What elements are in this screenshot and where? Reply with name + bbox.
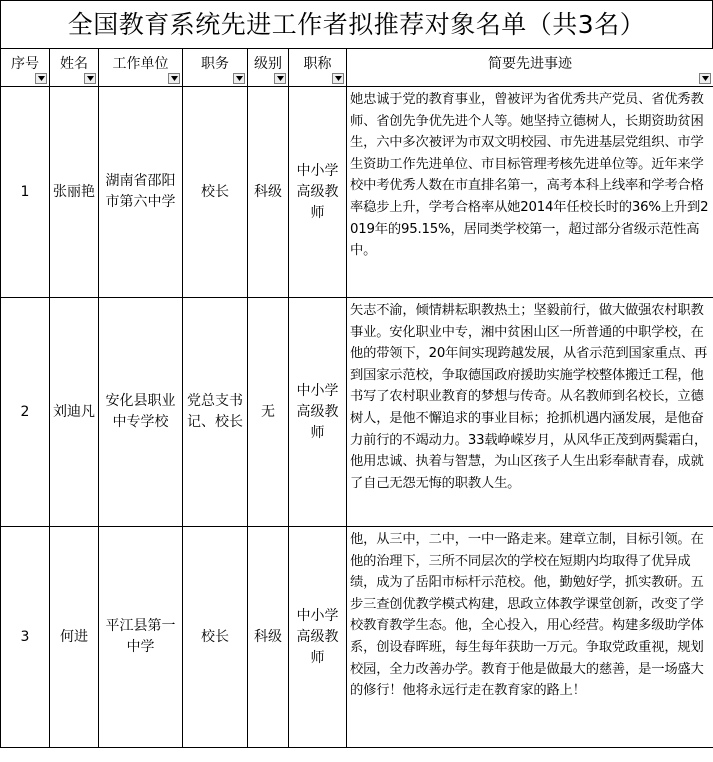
cell-deeds[interactable]: 矢志不渝，倾情耕耘职教热土；坚毅前行，做大做强农村职教事业。安化职业中专，湘中贫困山区一所普通的中职学校，在他的带领下，20年间实现跨越发展，从省示范到国家重点、再到国家示范校，争取德国政府援助实施学校整体搬迁工程，他书写了农村职业教育的梦想与传奇。从名教师到名校长，立德树人，是他不懈追求的事业目标；抢抓机遇内涵发展，是他奋力前行的不竭动力。33载峥嵘岁月，从风华正茂到两鬓霜白，他用忠诚、执着与智慧，为山区孩子人生出彩奉献青春，成就了自己无怨无悔的职教人生。 [347, 298, 713, 527]
filter-dropdown-button[interactable] [274, 73, 286, 84]
column-label: 序号 [11, 56, 39, 72]
chevron-down-icon [277, 76, 284, 81]
column-label: 简要先进事迹 [488, 56, 572, 72]
cell-name[interactable]: 刘迪凡 [50, 298, 99, 527]
cell-deeds[interactable]: 她忠诚于党的教育事业，曾被评为省优秀共产党员、省优秀教师、省创先争优先进个人等。她坚持立德树人，长期资助贫困生，六中多次被评为市双文明校园、市先进基层党组织、市学生资助工作先进单位、市目标管理考核先进单位等。近年来学校中考优秀人数在市直排名第一，高考本科上线率和学考合格率稳步上升，学考合格率从她2014年任校长时的36%上升到2019年的95.15%，居同类学校第一，超过部分省级示范性高中。 [347, 87, 713, 298]
cell-index[interactable]: 2 [1, 298, 50, 527]
cell-level[interactable]: 科级 [248, 87, 289, 298]
cell-unit[interactable]: 湖南省邵阳市第六中学 [99, 87, 183, 298]
column-header-deeds [347, 49, 713, 87]
column-label: 级别 [254, 56, 282, 72]
column-header-name [50, 49, 99, 87]
cell-title[interactable]: 中小学高级教师 [289, 298, 347, 527]
table-row [1, 298, 713, 527]
cell-position[interactable]: 校长 [183, 87, 248, 298]
filter-dropdown-button[interactable] [332, 73, 344, 84]
cell-position[interactable]: 校长 [183, 527, 248, 748]
cell-title[interactable]: 中小学高级教师 [289, 87, 347, 298]
chevron-down-icon [171, 76, 178, 81]
filter-dropdown-button[interactable] [35, 73, 47, 84]
cell-title[interactable]: 中小学高级教师 [289, 527, 347, 748]
document-title: 全国教育系统先进工作者拟推荐对象名单（共3名） [0, 0, 713, 48]
cell-unit[interactable]: 安化县职业中专学校 [99, 298, 183, 527]
header-row [1, 49, 713, 87]
cell-level[interactable]: 科级 [248, 527, 289, 748]
column-header-unit [99, 49, 183, 87]
cell-unit[interactable]: 平江县第一中学 [99, 527, 183, 748]
filter-dropdown-button[interactable] [233, 73, 245, 84]
cell-deeds[interactable]: 他，从三中，二中，一中一路走来。建章立制，目标引领。在他的治理下，三所不同层次的学校在短期内均取得了优异成绩，成为了岳阳市标杆示范校。他，勤勉好学，抓实教研。五步三查创优教学模式构建，思政立体教学课堂创新，改变了学校教育教学生态。他，全心投入，用心经营。构建多级助学体系，创设春晖班，每生每年获助一万元。争取党政重视，规划校园，全力改善办学。教育于他是做最大的慈善，是一场盛大的修行！他将永远行走在教育家的路上！ [347, 527, 713, 748]
filter-dropdown-button[interactable] [168, 73, 180, 84]
filter-dropdown-button[interactable] [84, 73, 96, 84]
chevron-down-icon [335, 76, 342, 81]
cell-index[interactable]: 3 [1, 527, 50, 748]
chevron-down-icon [702, 76, 709, 81]
cell-position[interactable]: 党总支书记、校长 [183, 298, 248, 527]
column-header-index [1, 49, 50, 87]
column-label: 职称 [303, 56, 332, 72]
cell-name[interactable]: 张丽艳 [50, 87, 99, 298]
chevron-down-icon [38, 76, 45, 81]
column-label: 工作单位 [112, 56, 169, 72]
cell-index[interactable]: 1 [1, 87, 50, 298]
column-header-level [248, 49, 289, 87]
cell-level[interactable]: 无 [248, 298, 289, 527]
chevron-down-icon [87, 76, 94, 81]
table-row [1, 527, 713, 748]
table-row [1, 87, 713, 298]
column-label: 职务 [201, 56, 229, 72]
candidate-table [0, 48, 713, 748]
column-header-position [183, 49, 248, 87]
chevron-down-icon [236, 76, 243, 81]
column-header-title [289, 49, 347, 87]
column-label: 姓名 [60, 56, 88, 72]
filter-dropdown-button[interactable] [699, 73, 711, 84]
cell-name[interactable]: 何进 [50, 527, 99, 748]
